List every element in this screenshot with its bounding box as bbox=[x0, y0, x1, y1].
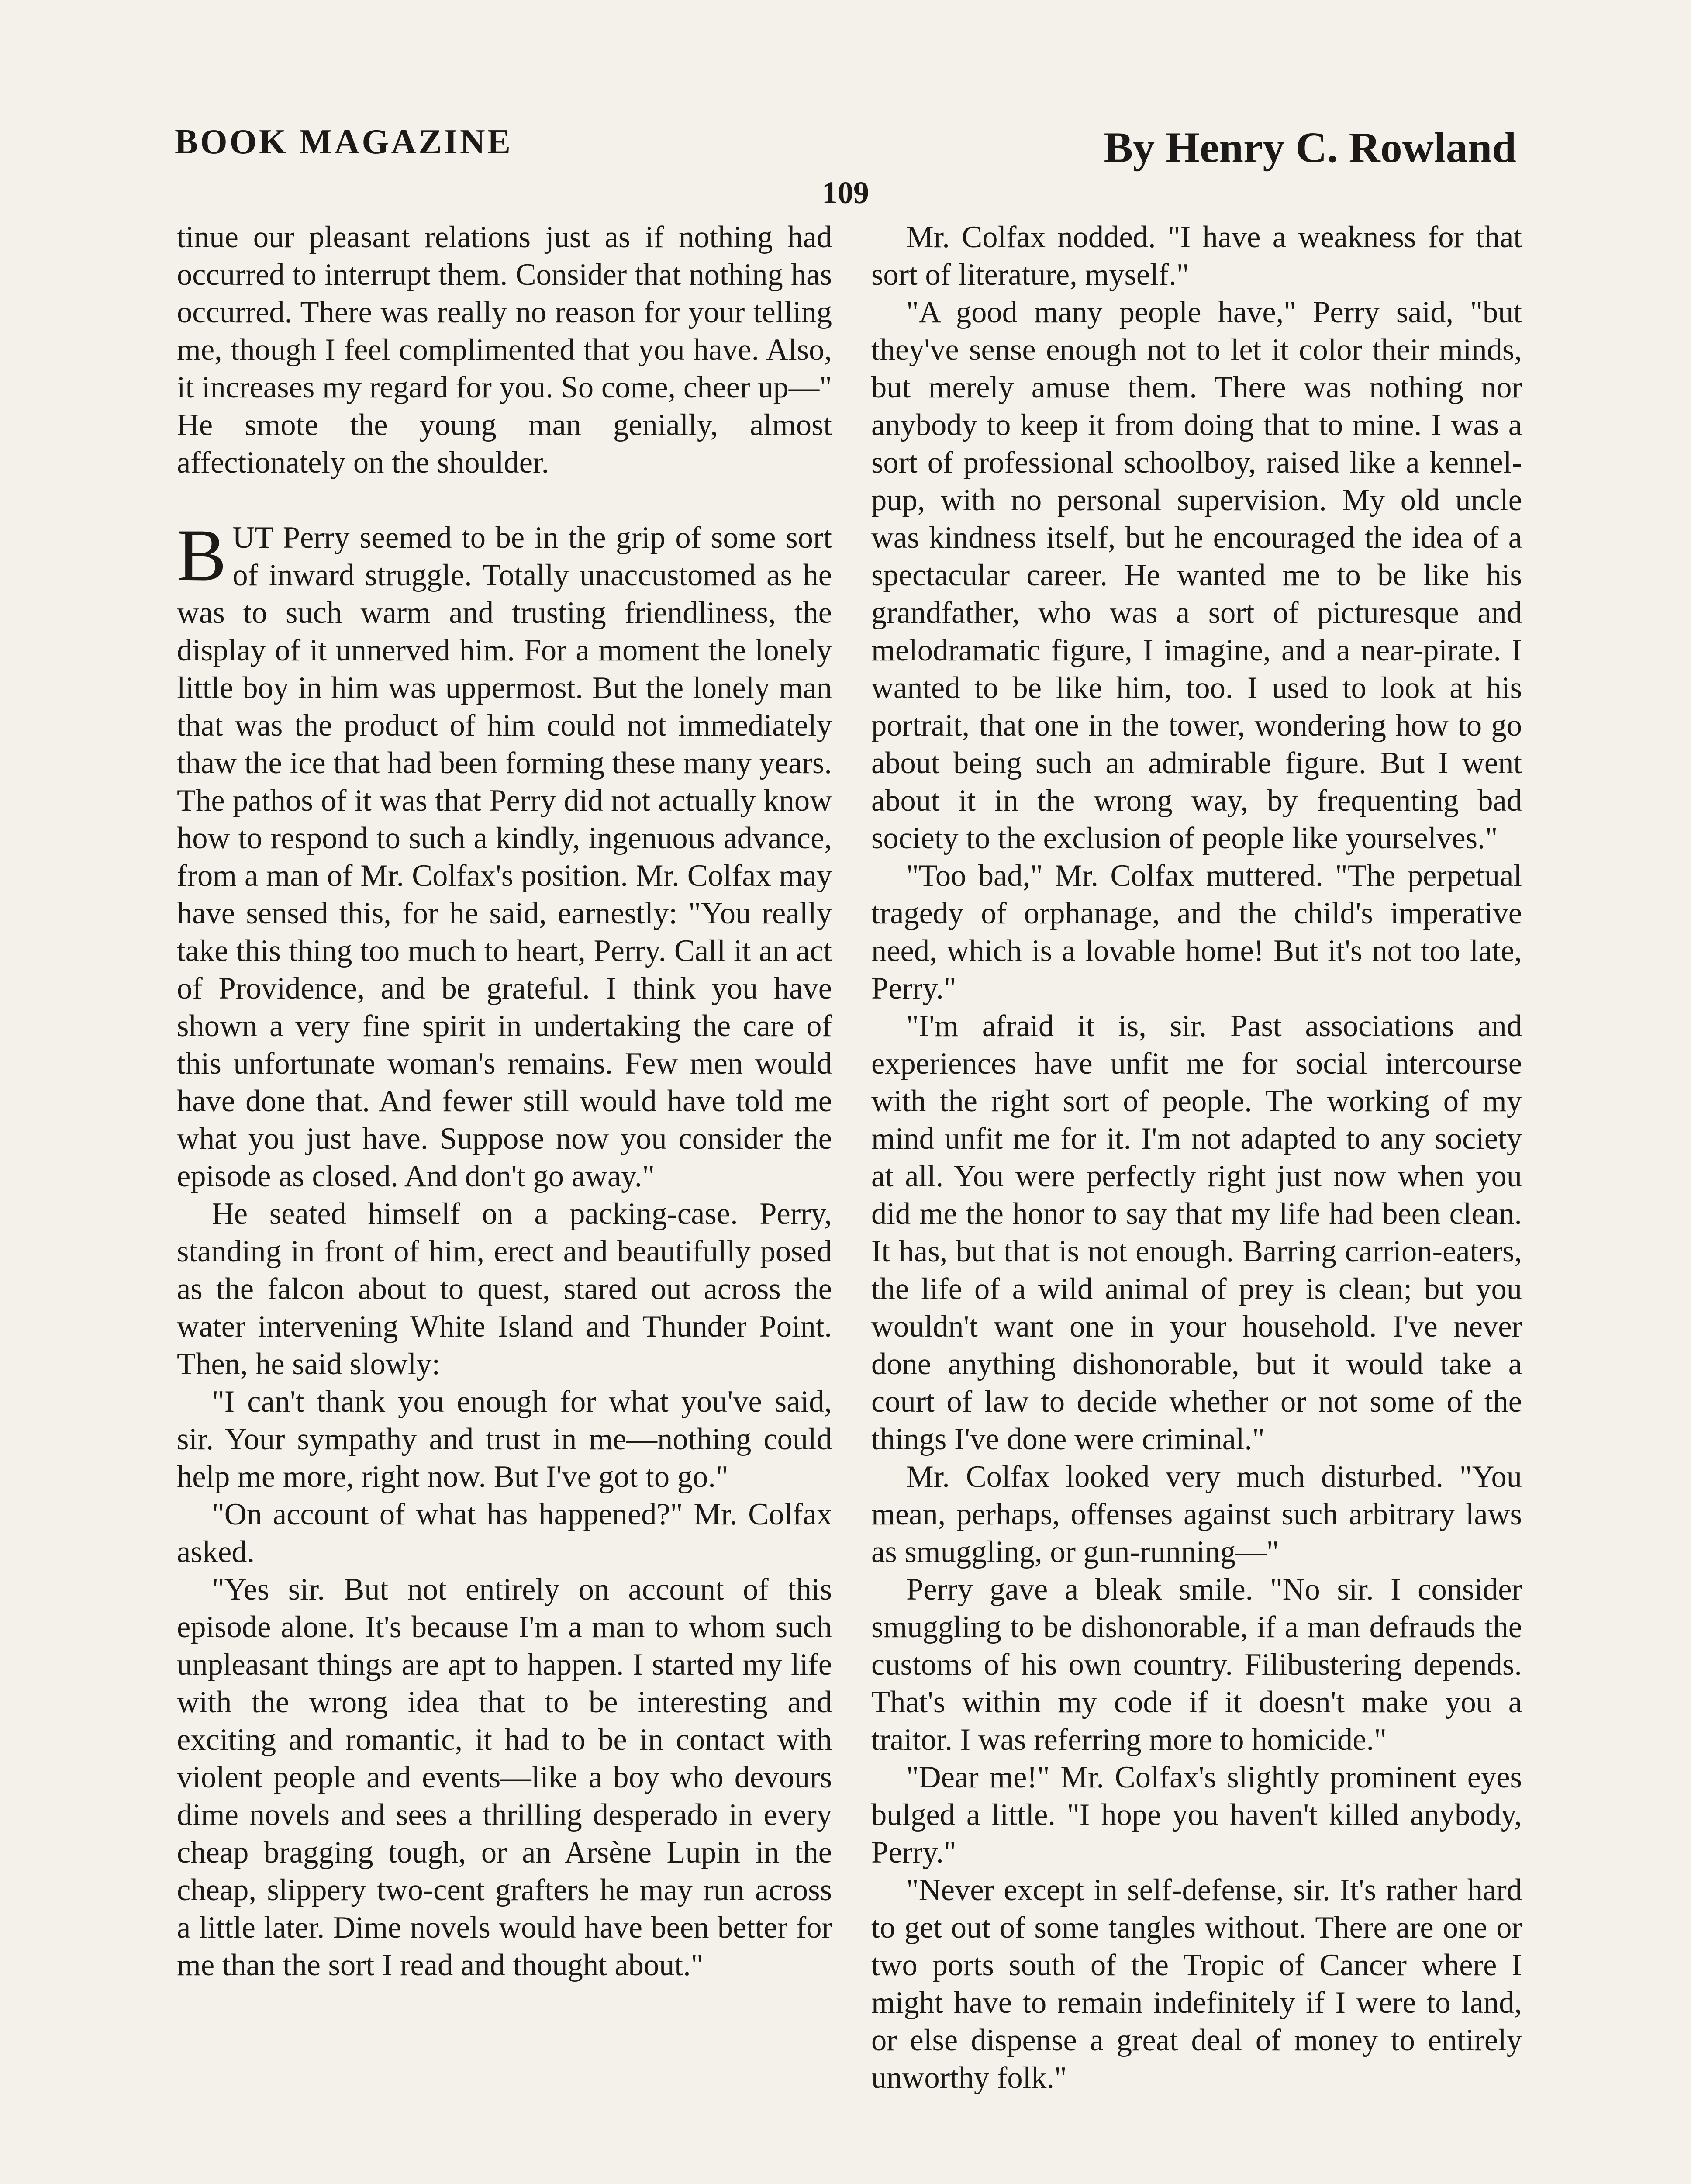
page-number: 109 bbox=[822, 175, 869, 210]
paragraph: Mr. Colfax looked very much disturbed. "You mean, perhaps, offenses against such arbitrary laws as smuggling, or gun-running—" bbox=[871, 1460, 1522, 1569]
paragraph: Perry gave a bleak smile. "No sir. I consider smuggling to be dishonorable, if a man defrauds the customs of his own country. Filibustering depends. That's within my code if it doesn't make you a traitor. I was referring more to homicide." bbox=[871, 1572, 1522, 1757]
paragraph: "I can't thank you enough for what you've said, sir. Your sympathy and trust in me—nothing could help me more, right now. But I've got to go." bbox=[177, 1385, 832, 1494]
left-column bbox=[177, 218, 832, 1984]
paragraph: Mr. Colfax nodded. "I have a weakness for that sort of literature, myself." bbox=[871, 220, 1522, 292]
paragraph: "Dear me!" Mr. Colfax's slightly prominent eyes bulged a little. "I hope you haven't killed anybody, Perry." bbox=[871, 1760, 1522, 1870]
right-column bbox=[871, 218, 1522, 2097]
author-byline: By Henry C. Rowland bbox=[1104, 123, 1516, 172]
paragraph: "Too bad," Mr. Colfax muttered. "The perpetual tragedy of orphanage, and the child's imperative need, which is a lovable home! But it's not too late, Perry." bbox=[871, 859, 1522, 1006]
paragraph-text: UT Perry seemed to be in the grip of some sort of inward struggle. Totally unaccustomed as he was to such warm and trusting friendliness, the display of it unnerved him. For a moment the lonely little boy in him was uppermost. But the lonely man that was the product of him could not immediately thaw the ice that had been forming these many years. The pathos of it was that Perry did not actually know how to respond to such a kindly, ingenuous advance, from a man of Mr. Colfax's position. Mr. Colfax may have sensed this, for he said, earnestly: "You really take this thing too much to heart, Perry. Call it an act of Providence, and be grateful. I think you have shown a very fine spirit in undertaking the care of this unfortunate woman's remains. Few men would have done that. And fewer still would have told me what you just have. Suppose now you consider the episode as closed. And don't go away." bbox=[177, 521, 832, 1193]
paragraph: He seated himself on a packing-case. Perry, standing in front of him, erect and beautifully posed as the falcon about to quest, stared out across the water intervening White Island and Thunder Point. Then, he said slowly: bbox=[177, 1197, 832, 1381]
paragraph: tinue our pleasant relations just as if nothing had occurred to interrupt them. Consider that nothing has occurred. There was really no reason for your telling me, though I feel complimented that you have. Also, it increases my regard for you. So come, cheer up—" He smote the young man genially, almost affectionately on the shoulder. bbox=[177, 220, 832, 480]
paragraph: "I'm afraid it is, sir. Past associations and experiences have unfit me for social intercourse with the right sort of people. The working of my mind unfit me for it. I'm not adapted to any society at all. You were perfectly right just now when you did me the honor to say that my life had been clean. It has, but that is not enough. Barring carrion-eaters, the life of a wild animal of prey is clean; but you wouldn't want one in your household. I've never done anything dishonorable, but it would take a court of law to decide whether or not some of the things I've done were criminal." bbox=[871, 1009, 1522, 1456]
paragraph-dropcap bbox=[177, 514, 832, 1195]
paragraph: "A good many people have," Perry said, "but they've sense enough not to let it color their minds, but merely amuse them. There was nothing nor anybody to keep it from doing that to mine. I was a sort of professional schoolboy, raised like a kennel-pup, with no personal supervision. My old uncle was kindness itself, but he encouraged the idea of a spectacular career. He wanted me to be like his grandfather, who was a sort of picturesque and melodramatic figure, I imagine, and a near-pirate. I wanted to be like him, too. I used to look at his portrait, that one in the tower, wondering how to go about being such an admirable figure. But I went about it in the wrong way, by frequenting bad society to the exclusion of people like yourselves." bbox=[871, 295, 1522, 855]
paragraph: "Never except in self-defense, sir. It's rather hard to get out of some tangles without. There are one or two ports south of the Tropic of Cancer where I might have to remain indefinitely if I were to land, or else dispense a great deal of money to entirely unworthy folk." bbox=[871, 1873, 1522, 2095]
paragraph: "On account of what has happened?" Mr. Colfax asked. bbox=[177, 1497, 832, 1569]
drop-cap: B bbox=[177, 514, 227, 596]
magazine-title: BOOK MAGAZINE bbox=[175, 123, 513, 161]
paragraph: "Yes sir. But not entirely on account of this episode alone. It's because I'm a man to whom such unpleasant things are apt to happen. I started my life with the wrong idea that to be interesting and exciting and romantic, it had to be in contact with violent people and events—like a boy who devours dime novels and sees a thrilling desperado in every cheap bragging tough, or an Arsène Lupin in the cheap, slippery two-cent grafters he may run across a little later. Dime novels would have been better for me than the sort I read and thought about." bbox=[177, 1572, 832, 1982]
